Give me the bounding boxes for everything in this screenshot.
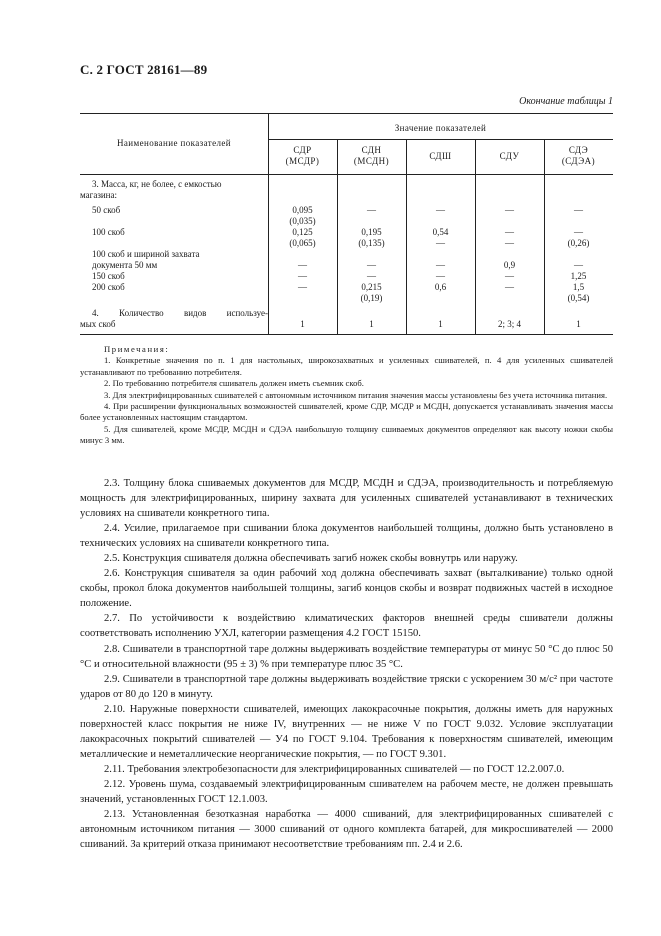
row-label: документа 50 мм bbox=[92, 260, 158, 270]
column-header bbox=[544, 145, 613, 167]
table-cell: — bbox=[574, 260, 583, 270]
table-cell: — bbox=[505, 227, 514, 237]
row-label: мых скоб bbox=[80, 319, 116, 329]
paragraph: 2.8. Сшиватели в транспортной таре должны выдерживать воздействие температуры от минус 50 °С до плюс 50 °С и относительной влажности (95 ± 3) % при температуре плюс 35 °С. bbox=[80, 643, 613, 670]
column-header bbox=[406, 151, 475, 162]
row-label: 100 скоб bbox=[92, 227, 125, 237]
table-cell: — bbox=[436, 271, 445, 281]
table-cell: — bbox=[298, 282, 307, 292]
table-continuation-label: Окончание таблицы 1 bbox=[519, 96, 613, 107]
table-cell: 0,6 bbox=[434, 282, 447, 292]
column-header bbox=[337, 145, 406, 167]
table-top-rule bbox=[80, 113, 613, 114]
note-item: 3. Для электрифицированных сшивателей с автономным источником питания значения массы установлены без учета источника питания. bbox=[104, 389, 608, 400]
table-cell: 1,25 bbox=[570, 271, 587, 281]
table-cell: — bbox=[505, 238, 514, 248]
row-label: 200 скоб bbox=[92, 282, 125, 292]
table-cell: 0,9 bbox=[503, 260, 516, 270]
paragraph: 2.4. Усилие, прилагаемое при сшивании блока документов наибольшей толщины, должно быть установлено в технических условиях на сшиватели конкретного типа. bbox=[80, 523, 613, 550]
row-label: магазина: bbox=[80, 190, 117, 200]
row-label: 4. Количество видов используе- bbox=[92, 308, 268, 318]
table-cell: 2; 3; 4 bbox=[497, 319, 521, 329]
table-cell: — bbox=[436, 260, 445, 270]
paragraph: 2.6. Конструкция сшивателя за один рабочий ход должна обеспечивать захват (выталкивание) только одной скобы, прокол блока документов наибольшей толщины, загиб концов скобы и возврат подвижных частей в исходное положение. bbox=[80, 568, 613, 610]
table-group-rule bbox=[268, 139, 613, 140]
table-cell: (0,54) bbox=[567, 293, 590, 303]
row-label: 150 скоб bbox=[92, 271, 125, 281]
table-cell: 0,215 bbox=[361, 282, 382, 292]
column-header-top: СДР bbox=[293, 145, 312, 155]
table-cell: (0,19) bbox=[360, 293, 383, 303]
table-cell: — bbox=[367, 205, 376, 215]
page-header: С. 2 ГОСТ 28161—89 bbox=[80, 62, 208, 77]
table-cell: — bbox=[436, 238, 445, 248]
table-cell: (0,26) bbox=[567, 238, 590, 248]
column-header bbox=[475, 151, 544, 162]
table-cell: (0,035) bbox=[289, 216, 316, 226]
column-header-bottom: (СДЭА) bbox=[561, 156, 596, 166]
table-cell: — bbox=[505, 205, 514, 215]
table-cell: 1 bbox=[300, 319, 305, 329]
table-cell: 1 bbox=[438, 319, 443, 329]
table-cell: — bbox=[436, 205, 445, 215]
table-cell: 0,54 bbox=[432, 227, 449, 237]
paragraph: 2.11. Требования электробезопасности для электрифицированных сшивателей — по ГОСТ 12.2.007.0. bbox=[104, 763, 565, 775]
note-item: 2. По требованию потребителя сшиватель должен иметь съемник скоб. bbox=[104, 378, 364, 389]
column-header-name: Наименование показателей bbox=[116, 138, 231, 148]
table-cell: — bbox=[505, 282, 514, 292]
table-cell: 0,125 bbox=[292, 227, 313, 237]
table-cell: — bbox=[574, 227, 583, 237]
paragraph: 2.7. По устойчивости к воздействию климатических факторов внешней среды сшиватели должны соответствовать исполнению УХЛ, категории размещения 4.2 ГОСТ 15150. bbox=[80, 613, 613, 640]
note-item: 4. При расширении функциональных возможностей сшивателей, кроме СДР, МСДР и МСДН, допускается устанавливать значения массы более установленных настоящим стандартом. bbox=[80, 401, 613, 423]
paragraph: 2.12. Уровень шума, создаваемый электрифицированным сшивателем на рабочем месте, не должен превышать значений, установленных ГОСТ 12.1.003. bbox=[80, 778, 613, 805]
row-label: 50 скоб bbox=[92, 205, 121, 215]
table-cell: (0,065) bbox=[289, 238, 316, 248]
column-header-bottom: (МСДР) bbox=[285, 156, 320, 166]
table-cell: (0,135) bbox=[358, 238, 385, 248]
column-header-top: СДШ bbox=[429, 151, 452, 161]
table-cell: 0,195 bbox=[361, 227, 382, 237]
table-cell: 1 bbox=[369, 319, 374, 329]
paragraph: 2.5. Конструкция сшивателя должна обеспечивать загиб ножек скобы вовнутрь или наружу. bbox=[104, 553, 518, 565]
column-group-header: Значение показателей bbox=[394, 123, 487, 133]
table-cell: — bbox=[574, 205, 583, 215]
note-item: 5. Для сшивателей, кроме МСДР, МСДН и СДЭА наибольшую толщину сшиваемых документов определяют как высоту ножки скобы минус 3 мм. bbox=[80, 423, 613, 446]
paragraph: 2.10. Наружные поверхности сшивателей, имеющих лакокрасочные покрытия, должны иметь для наружных поверхностей класс покрытия не ниже IV, внутренних — не ниже V по ГОСТ 9.032. Условие эксплуатации лакокрасочных покрытий сшивателей — У4 по ГОСТ 9.104. Требования к поверхностям сшивателей, имеющим металлические и неметаллические неорганические покрытия, — по ГОСТ 9.301. bbox=[80, 703, 613, 760]
table-cell: — bbox=[367, 260, 376, 270]
column-header-bottom: (МСДН) bbox=[353, 156, 390, 166]
column-header-top: СДЭ bbox=[568, 145, 589, 155]
table-bottom-rule bbox=[80, 334, 613, 335]
column-header-top: СДН bbox=[361, 145, 382, 155]
table-cell: — bbox=[505, 271, 514, 281]
body-text bbox=[80, 476, 613, 852]
table-cell: — bbox=[298, 260, 307, 270]
paragraph: 2.13. Установленная безотказная наработка — 4000 сшиваний, для электрифицированных сшивателей с автономным источником питания — 3000 сшиваний от одного комплекта батарей, для микросшивателей — 2000 сшиваний. За критерий отказа принимают несоответствие требованиям пп. 2.4 и 2.6. bbox=[80, 809, 613, 851]
notes-title: Примечания: bbox=[104, 344, 170, 354]
row-label: 3. Масса, кг, не более, с емкостью bbox=[92, 179, 222, 189]
paragraph: 2.9. Сшиватели в транспортной таре должны выдерживать воздействие тряски с ускорением 30 м/с² при частоте ударов от 80 до 120 в минуту. bbox=[80, 673, 613, 700]
table-header-rule bbox=[80, 174, 613, 175]
column-header bbox=[268, 145, 337, 167]
table-notes bbox=[80, 344, 613, 447]
table-cell: — bbox=[367, 271, 376, 281]
table-cell: — bbox=[298, 271, 307, 281]
column-header-top: СДУ bbox=[499, 151, 520, 161]
row-label: 100 скоб и шириной захвата bbox=[92, 249, 200, 259]
note-item: 1. Конкретные значения по п. 1 для настольных, широкозахватных и усиленных сшивателей, п. 4 для усиленных сшивателей устанавливают по требованию потребителя. bbox=[80, 355, 613, 377]
paragraph: 2.3. Толщину блока сшиваемых документов для МСДР, МСДН и СДЭА, производительность и потребляемую мощность для электрифицированных, ширину захвата для усиленных сшивателей устанавливают в технических условиях на сшиватели конкретного типа. bbox=[80, 478, 613, 520]
table-cell: 0,095 bbox=[292, 205, 313, 215]
table-cell: 1 bbox=[576, 319, 581, 329]
table-cell: 1,5 bbox=[572, 282, 585, 292]
